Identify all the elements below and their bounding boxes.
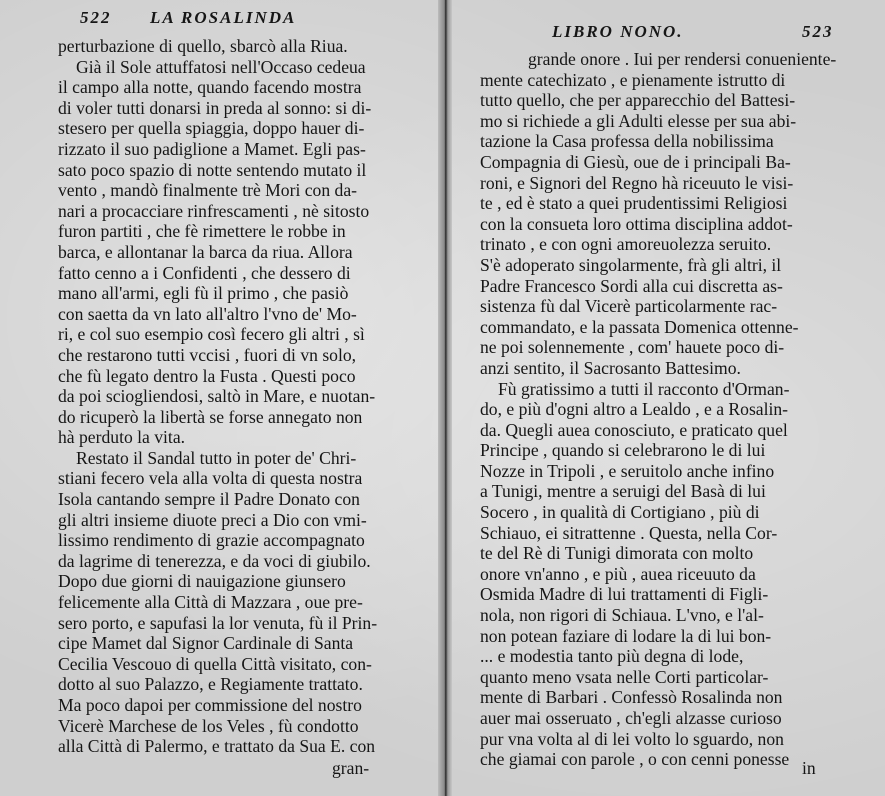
text-line: che fù legato dentro la Fusta . Questi poco (58, 365, 356, 386)
right-page (452, 0, 885, 796)
left-page-text (58, 36, 377, 757)
text-line: che giamai con parole , o con cenni ponesse (480, 749, 790, 770)
text-line: Vicerè Marchese de los Veles , fù condotto (58, 715, 359, 736)
text-line: Ma poco dapoi per commissione del nostro (58, 695, 362, 715)
text-line: stesero per quella spiaggia, doppo hauer di- (58, 118, 365, 139)
text-line: auer mai osseruato , ch'egli alzasse curioso (480, 708, 782, 728)
text-line: grande onore . Iui per rendersi conueniente- (528, 49, 837, 69)
text-line: Principe , quando si celebrarono le di lui (480, 440, 766, 461)
text-line: Cecilia Vescouo di quella Città visitato, con- (58, 653, 372, 674)
text-line: ... e modestia tanto più degna di lode, (480, 646, 744, 667)
text-line: do ricuperò la libertà se forse annegato non (58, 406, 363, 427)
text-line: rizzato il suo padiglione a Mamet. Egli pas- (58, 138, 366, 159)
text-line: Padre Francesco Sordi alla cui discretta as- (480, 275, 783, 296)
text-line: tazione la Casa professa della nobilissima (480, 131, 774, 152)
text-line: perturbazione di quello, sbarcò alla Riua. (58, 36, 348, 56)
text-line: gli altri insieme diuote preci a Dio con vmi- (58, 509, 367, 530)
catchword-left: gran- (332, 758, 370, 778)
text-line: nari a procacciare rinfrescamenti , nè sitosto (58, 200, 370, 221)
left-page (0, 0, 438, 796)
text-line: Nozze in Tripoli , e seruitolo anche infino (480, 460, 775, 481)
right-page-text (480, 49, 836, 770)
text-line: Dopo due giorni di nauigazione giunsero (58, 571, 346, 592)
text-line: stiani fecero vela alla volta di questa nostra (58, 468, 363, 489)
text-line: con saetta da vn lato all'altro l'vno de' Mo- (58, 303, 357, 324)
text-line: quanto meno vsata nelle Corti particolar- (480, 666, 769, 687)
text-line: Fù gratissimo a tutti il racconto d'Orman- (498, 378, 790, 399)
text-line: onore vn'anno , e più , auea riceuuto da (480, 563, 756, 584)
text-line: fatto cenno a i Confidenti , che dessero di (58, 262, 351, 283)
page-number-right: 523 (802, 22, 834, 41)
text-line: che restarono tutti vccisi , fuori di vn solo, (58, 344, 357, 365)
text-line: mo si richiede a gli Adulti elesse per sua abi- (480, 110, 797, 131)
text-line: anzi sentito, il Sacrosanto Battesimo. (480, 357, 741, 378)
text-line: barca, e allontanar la barca da riua. Allora (58, 241, 353, 262)
text-line: dotto al suo Palazzo, e Regiamente trattato. (58, 674, 363, 695)
text-line: do, e più d'ogni altro a Lealdo , e a Rosalin- (480, 399, 789, 420)
text-line: Restato il Sandal tutto in poter de' Chri- (76, 447, 357, 468)
text-line: cipe Mamet dal Signor Cardinale di Santa (58, 633, 354, 654)
text-line: vento , mandò finalmente trè Mori con da- (58, 180, 357, 201)
text-line: da poi sciogliendosi, saltò in Mare, e nuotan- (58, 386, 376, 407)
text-line: ne poi solennemente , com' hauete poco di- (480, 337, 785, 358)
text-line: commandato, e la passata Domenica ottenne- (480, 316, 799, 337)
text-line: te del Rè di Tunigi dimorata con molto (480, 543, 754, 564)
text-line: da lagrime di tenerezza, e da voci di giubilo. (58, 550, 371, 571)
text-line: sato poco spazio di notte sentendo mutato il (58, 159, 367, 180)
text-line: alla Città di Palermo, e trattato da Sua E. con (58, 736, 376, 757)
text-line: te , ed è stato a quei prudentissimi Religiosi (480, 193, 788, 214)
book-gutter (438, 0, 452, 796)
text-line: felicemente alla Città di Mazzara , oue pre- (58, 592, 363, 613)
page-number-left: 522 (80, 8, 112, 27)
text-line: sistenza fù dal Vicerè particolarmente rac- (480, 296, 778, 317)
text-line: tutto quello, che per apparecchio del Battesi- (480, 90, 796, 111)
text-line: Socero , in qualità di Cortigiano , più di (480, 502, 760, 523)
running-head-left: LA ROSALINDA (150, 8, 297, 27)
text-line: Compagnia di Giesù, oue de i principali Ba- (480, 151, 791, 172)
text-line: nola, non rigori di Schiaua. L'vno, e l'al- (480, 605, 764, 626)
catchword-right: in (802, 758, 816, 778)
text-line: Osmida Madre di lui trattamenti di Figli- (480, 584, 769, 605)
text-line: il campo alla notte, quando facendo mostra (58, 77, 362, 98)
text-line: roni, e Signori del Regno hà riceuuto le visi- (480, 172, 794, 193)
running-head-right: LIBRO NONO. (552, 22, 684, 41)
text-line: mano all'armi, egli fù il primo , che pasiò (58, 283, 349, 304)
text-line: Già il Sole attuffatosi nell'Occaso cedeua (76, 56, 366, 77)
text-line: sero porto, e sapufasi la lor venuta, fù il Prin- (58, 612, 378, 633)
text-line: mente di Barbari . Confessò Rosalinda non (480, 687, 783, 708)
text-line: furon partiti , che fè rimettere le robbe in (58, 221, 346, 242)
text-line: di voler tutti donarsi in preda al sonno: si di- (58, 97, 372, 118)
text-line: hà perduto la vita. (58, 427, 186, 448)
text-line: da. Quegli auea conosciuto, e praticato quel (480, 419, 788, 440)
text-line: Isola cantando sempre il Padre Donato con (58, 489, 360, 510)
text-line: lissimo rendimento di grazie accompagnato (58, 530, 365, 551)
text-line: mente catechizato , e pienamente istrutto di (480, 69, 786, 90)
text-line: trinato , e con ogni amoreuolezza seruito. (480, 234, 772, 255)
text-line: con la consueta loro ottima disciplina addot- (480, 213, 793, 234)
text-line: S'è adoperato singolarmente, frà gli altri, il (480, 254, 782, 275)
text-line: ri, e col suo esempio così fecero gli altri , sì (58, 324, 365, 345)
text-line: a Tunigi, mentre a seruigi del Basà di lui (480, 481, 766, 502)
text-line: pur vna volta al di lei volto lo sguardo, non (480, 728, 784, 749)
text-line: Schiauo, ei sitrattenne . Questa, nella Cor- (480, 522, 778, 543)
text-line: non potean faziare di lodare la di lui bon- (480, 625, 772, 646)
